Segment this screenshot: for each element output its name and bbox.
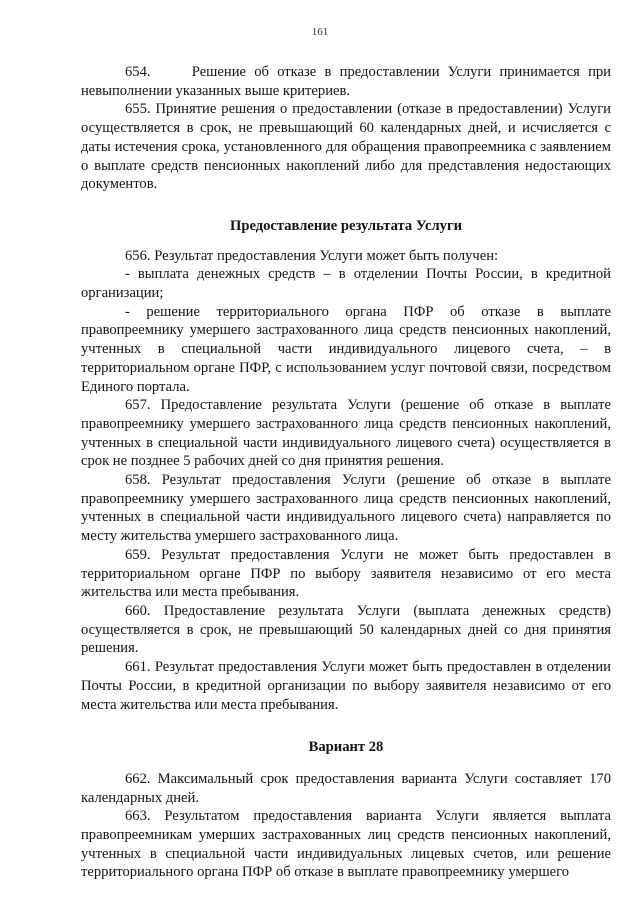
- paragraph-654: 654. Решение об отказе в предоставлении Услуги принимается при невыполнении указанных выше критериев.: [81, 64, 615, 99]
- paragraph-663: 663. Результатом предоставления варианта Услуги является выплата правопреемникам умерших застрахованных лиц средств пенсионных накоплений, учтенных в специальной части индивидуальных лицевых счетов, или решение территориального органа ПФР об отказе в выплате правопреемнику умершего: [81, 808, 611, 881]
- list-item-payment: - выплата денежных средств – в отделении Почты России, в кредитной организации;: [81, 266, 611, 302]
- paragraph-656: 656. Результат предоставления Услуги может быть получен:: [125, 247, 499, 264]
- list-item-refusal: - решение территориального органа ПФР об отказе в выплате правопреемнику умершего застрахованного лица средств пенсионных накоплений, учтенных в специальной части индивидуального лицевого счета, – в территориальном органе ПФР, с использованием услуг почтовой связи, посредством Единого портала.: [81, 303, 611, 395]
- paragraph-655: 655. Принятие решения о предоставлении (отказе в предоставлении) Услуги осуществляется в срок, не превышающий 60 календарных дней, и исчисляется с даты истечения срока, установленного для обращения правопреемника с заявлением о выплате средств пенсионных накоплений либо для представления недостающих документов.: [81, 101, 611, 193]
- paragraph-660: 660. Предоставление результата Услуги (выплата денежных средств) осуществляется в срок, не превышающий 50 календарных дней со дня принятия решения.: [81, 602, 611, 657]
- section-heading-result: Предоставление результата Услуги: [230, 217, 462, 234]
- paragraph-658: 658. Результат предоставления Услуги (решение об отказе в выплате правопреемнику умершего застрахованного лица средств пенсионных накоплений, учтенных в специальной части индивидуального лицевого счета) направляется по месту жительства умершего застрахованного лица.: [81, 472, 611, 545]
- document-body: [81, 63, 615, 882]
- page-number: 161: [311, 26, 329, 38]
- paragraph-662: 662. Максимальный срок предоставления варианта Услуги составляет 170 календарных дней.: [81, 770, 611, 806]
- paragraph-661: 661. Результат предоставления Услуги может быть предоставлен в отделении Почты России, в кредитной организации по выбору заявителя независимо от его места жительства или места пребывания.: [81, 659, 611, 713]
- paragraph-657: 657. Предоставление результата Услуги (решение об отказе в выплате правопреемнику умершего застрахованного лица средств пенсионных накоплений, учтенных в специальной части индивидуального лицевого счета) осуществляется в срок не позднее 5 рабочих дней со дня принятия решения.: [81, 397, 611, 470]
- paragraph-659: 659. Результат предоставления Услуги не может быть предоставлен в территориальном органе ПФР по выбору заявителя независимо от его места жительства или места пребывания.: [81, 546, 611, 601]
- section-heading-variant-28: Вариант 28: [308, 739, 384, 756]
